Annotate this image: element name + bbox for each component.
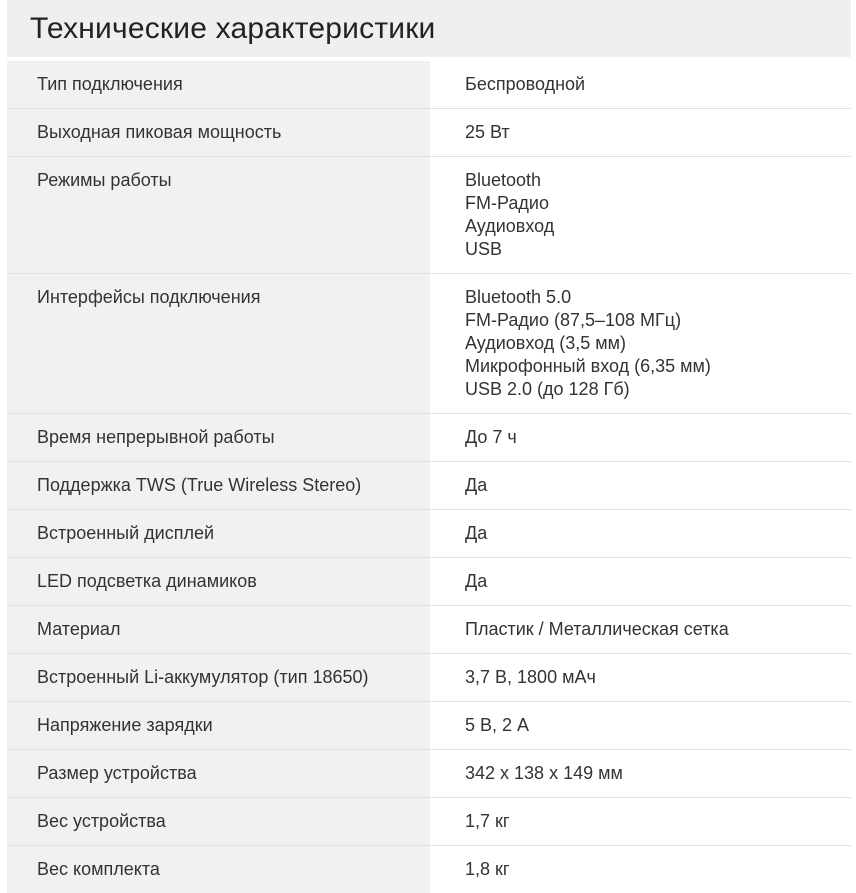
spec-value [430,750,851,798]
spec-row [7,414,851,462]
spec-value-line: 25 Вт [465,121,841,144]
spec-row [7,558,851,606]
spec-value-line: Да [465,522,841,545]
spec-value-line: USB [465,238,841,261]
spec-row [7,109,851,157]
spec-value-line: 342 x 138 x 149 мм [465,762,841,785]
spec-label: Поддержка TWS (True Wireless Stereo) [7,462,430,510]
spec-value [430,654,851,702]
spec-value-line: 1,7 кг [465,810,841,833]
spec-value-line: 5 В, 2 А [465,714,841,737]
spec-row [7,61,851,109]
spec-row [7,510,851,558]
page-title: Технические характеристики [30,12,436,46]
spec-value-line: FM-Радио (87,5–108 МГц) [465,309,841,332]
spec-label: Тип подключения [7,61,430,109]
spec-value [430,702,851,750]
spec-value [430,274,851,414]
spec-row [7,157,851,274]
spec-value-line: Аудиовход (3,5 мм) [465,332,841,355]
spec-label: Выходная пиковая мощность [7,109,430,157]
spec-table-body [7,61,851,893]
spec-value [430,798,851,846]
spec-label: Интерфейсы подключения [7,274,430,414]
spec-value-line: Микрофонный вход (6,35 мм) [465,355,841,378]
spec-value [430,462,851,510]
spec-value [430,510,851,558]
spec-value [430,109,851,157]
spec-row [7,462,851,510]
spec-value-line: Да [465,474,841,497]
spec-value-line: Bluetooth [465,169,841,192]
spec-value [430,61,851,109]
spec-row [7,702,851,750]
spec-value [430,157,851,274]
spec-row [7,654,851,702]
spec-value [430,414,851,462]
spec-row [7,750,851,798]
spec-label: Режимы работы [7,157,430,274]
spec-row [7,798,851,846]
spec-value-line: Bluetooth 5.0 [465,286,841,309]
spec-value-line: Да [465,570,841,593]
spec-value-line: Беспроводной [465,73,841,96]
spec-label: Вес устройства [7,798,430,846]
spec-value-line: Пластик / Металлическая сетка [465,618,841,641]
spec-row [7,846,851,893]
spec-label: Встроенный Li-аккумулятор (тип 18650) [7,654,430,702]
spec-value-line: До 7 ч [465,426,841,449]
spec-value [430,558,851,606]
spec-value-line: USB 2.0 (до 128 Гб) [465,378,841,401]
title-bar [7,0,851,57]
spec-value-line: 1,8 кг [465,858,841,881]
spec-label: Встроенный дисплей [7,510,430,558]
spec-label: Время непрерывной работы [7,414,430,462]
spec-table [7,61,851,893]
spec-value-line: 3,7 В, 1800 мАч [465,666,841,689]
spec-row [7,606,851,654]
spec-value [430,846,851,893]
spec-label: Размер устройства [7,750,430,798]
spec-value-line: FM-Радио [465,192,841,215]
spec-value-line: Аудиовход [465,215,841,238]
spec-label: Вес комплекта [7,846,430,893]
spec-label: LED подсветка динамиков [7,558,430,606]
spec-row [7,274,851,414]
spec-value [430,606,851,654]
spec-label: Материал [7,606,430,654]
spec-label: Напряжение зарядки [7,702,430,750]
